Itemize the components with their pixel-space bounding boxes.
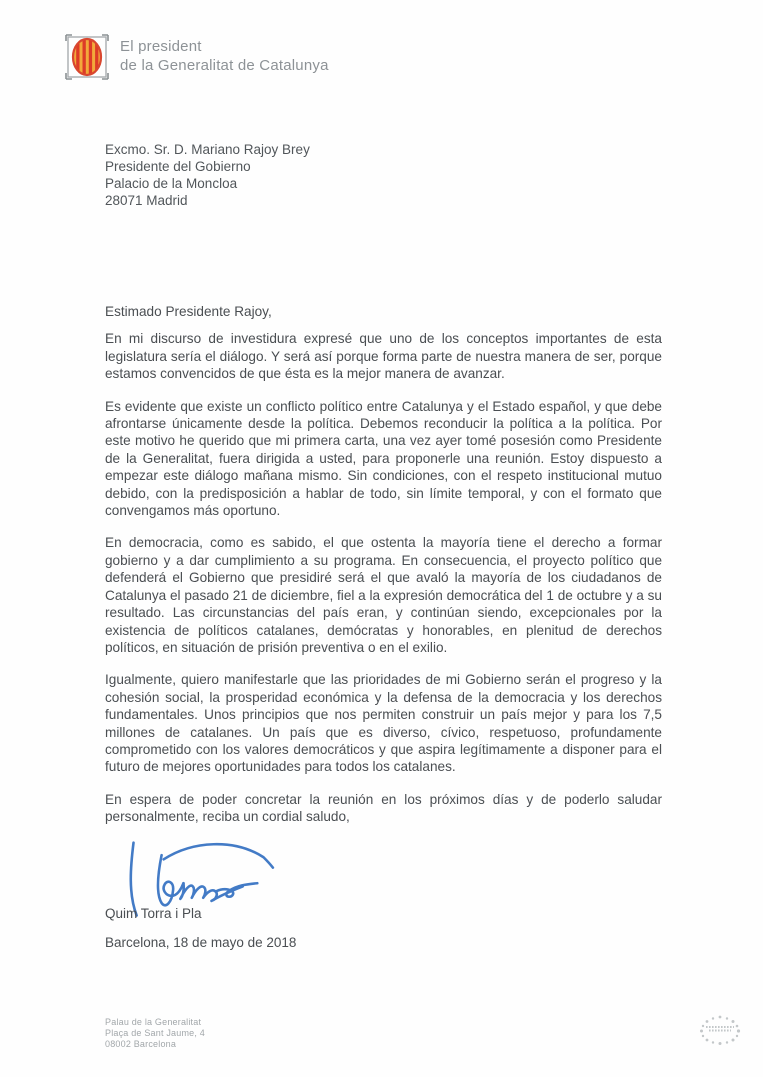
letterhead xyxy=(64,33,329,81)
letter-paragraph: Es evidente que existe un conflicto político entre Catalunya y el Estado español, y que debe afrontarse únicamente desde la política. Debemos reconducir la política a la política. Por este motivo he querido que mi primera carta, una vez ayer tomé posesión como Presidente de la Generalitat, fuera dirigida a usted, para proponerle una reunión. Estoy dispuesto a empezar este diálogo mañana mismo. Sin condiciones, con el respeto institucional mutuo debido, con la predisposición a hablar de todo, sin límite temporal, y con el formato que convengamos más oportuno. xyxy=(105,398,662,519)
letter-paragraph: En democracia, como es sabido, el que ostenta la mayoría tiene el derecho a formar gobierno y a dar cumplimiento a su programa. En consecuencia, el proyecto político que defenderá el Gobierno que presidiré será el que avaló la mayoría de los ciudadanos de Catalunya el pasado 21 de diciembre, fiel a la expresión democrática del 1 de octubre y a su resultado. Las circunstancias del país eran, y continúan siendo, excepcionales por la existencia de políticos catalanes, demócratas y honorables, en plenitud de derechos políticos, en situación de prisión preventiva o en el exilio. xyxy=(105,535,662,655)
generalitat-coat-of-arms-icon xyxy=(64,33,110,81)
salutation: Estimado Presidente Rajoy, xyxy=(105,304,272,319)
letter-paragraph: En mi discurso de investidura expresé que uno de los conceptos importantes de esta legislatura sería el diálogo. Y será así porque forma parte de nuestra manera de ser, porque estamos convencidos de que ésta es la mejor manera de avanzar. xyxy=(105,331,662,382)
recipient-city: 28071 Madrid xyxy=(105,193,188,208)
letterhead-line2: de la Generalitat de Catalunya xyxy=(120,57,329,74)
footer-line3: 08002 Barcelona xyxy=(105,1039,177,1049)
letterhead-line1: El president xyxy=(120,38,202,55)
embossed-seal xyxy=(696,1014,744,1055)
letter-body xyxy=(105,303,662,826)
recipient-name: Excmo. Sr. D. Mariano Rajoy Brey xyxy=(105,142,310,157)
letterhead-title xyxy=(120,33,329,75)
signer-name: Quim Torra i Pla xyxy=(105,906,202,921)
recipient-title: Presidente del Gobierno xyxy=(105,159,251,174)
footer-address xyxy=(105,1017,205,1050)
recipient-place: Palacio de la Moncloa xyxy=(105,176,238,191)
footer-line1: Palau de la Generalitat xyxy=(105,1017,202,1027)
closing-paragraph: En espera de poder concretar la reunión en los próximos días y de poderlo saludar personalmente, reciba un cordial saludo, xyxy=(105,791,662,825)
signature-date: Barcelona, 18 de mayo de 2018 xyxy=(105,935,297,950)
embossed-dotted-seal-icon xyxy=(696,1014,744,1050)
footer-line2: Plaça de Sant Jaume, 4 xyxy=(105,1028,205,1038)
recipient-address xyxy=(105,141,310,209)
letter-paragraph: Igualmente, quiero manifestarle que las prioridades de mi Gobierno serán el progreso y la cohesión social, la prosperidad económica y la defensa de la democracia y los derechos fundamentales. Unos principios que nos permiten construir un país mejor y para los 7,5 millones de catalanes. Un país que es diverso, cívico, respetuoso, profundamente comprometido con los valores democráticos y que aspira legítimamente a disponer para el futuro de mejores oportunidades para todos los catalanes. xyxy=(105,672,662,775)
